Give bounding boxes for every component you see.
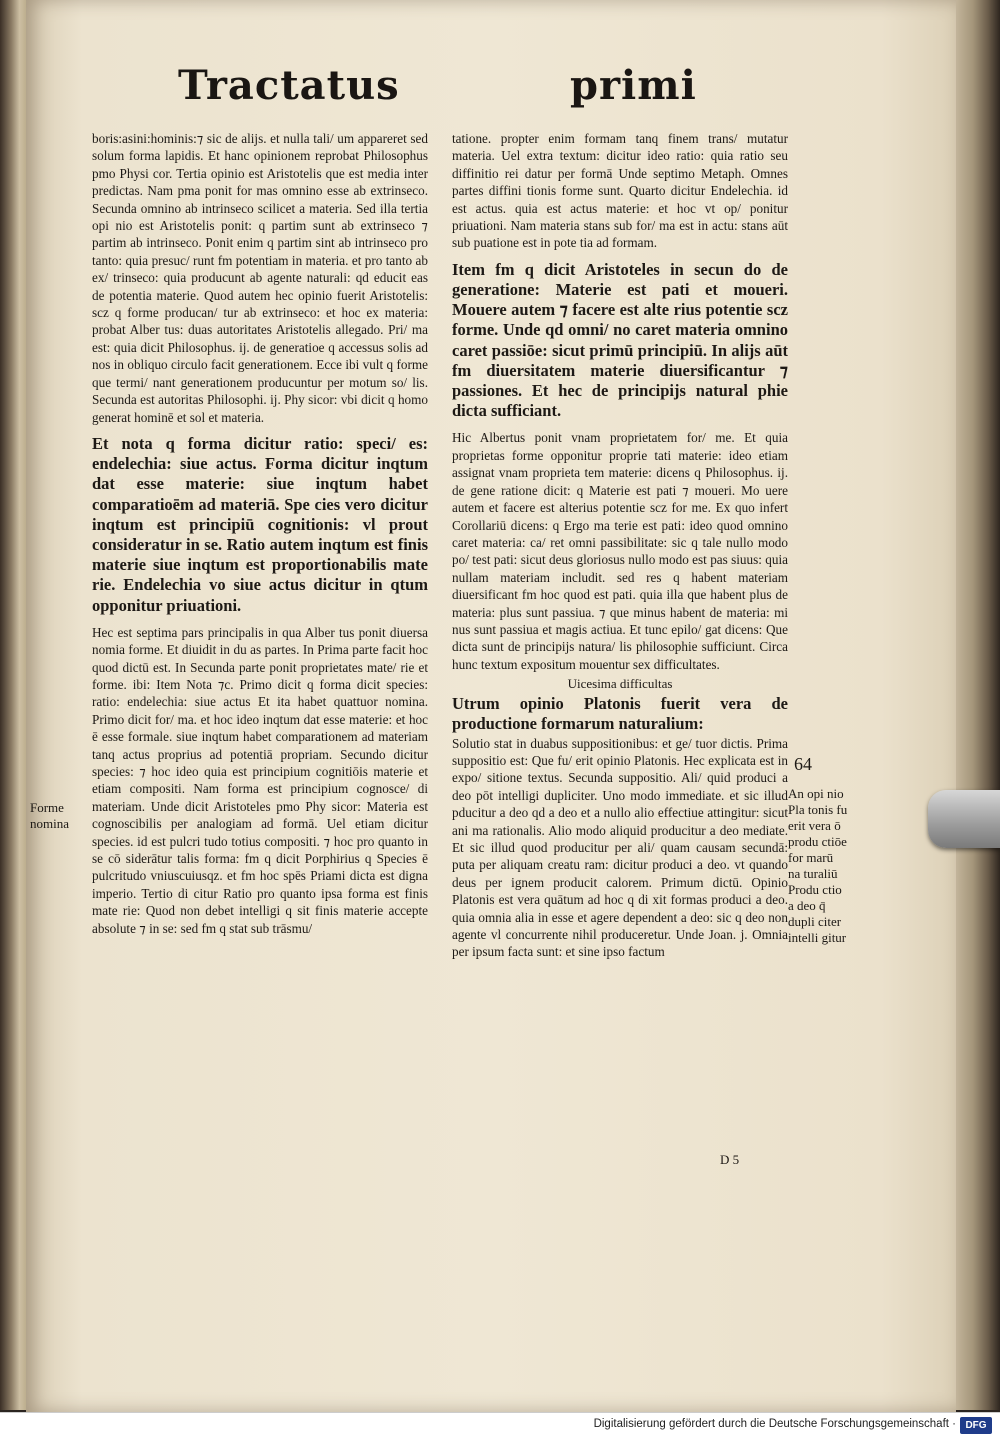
- text-column-left: [92, 130, 428, 937]
- question-heading: Utrum opinio Platonis fuerit vera de productione formarum naturalium:: [452, 694, 788, 734]
- marginal-note-right: An opi nio Pla tonis fu erit vera ō produ ctiōe for marū na turaliū Produ ctio a deo q̄ dupli citer intelli gitur: [788, 786, 848, 945]
- running-header-left: Tractatus: [178, 62, 400, 109]
- book-left-edge: [0, 0, 28, 1410]
- running-header-right: primi: [570, 62, 697, 109]
- paragraph: tatione. propter enim formam tanq finem trans/ mutatur materia. Uel extra textum: dicitur ideo ratio: quia ratio seu diffinitio rei datur per formā Unde septimo Metaph. Omnes partes diffini tionis forme sunt. Quarto dicitur Endelechia. id est actus. quia est actus materie: et hoc vt op/ ponitur priuationi. Nam materia stans sub for/ ma est in actu: stans aūt sub puatione est in pote tia ad formam.: [452, 131, 788, 251]
- lemma-paragraph: Et nota q forma dicitur ratio: speci/ es: endelechia: siue actus. Forma dicitur inqtum dat esse materie: siue inqtum habet comparatioēm ad materiā. Spe cies vero dicitur inqtum est principiū cognitionis: vl prout consideratur in se. Ratio autem inqtum est finis materie siue inqtum est proportionabilis mate rie. Endelechia vo siue actus dicitur in qtum opponitur priuationi.: [92, 433, 428, 615]
- paragraph: Solutio stat in duabus suppositionibus: et ge/ tuor dictis. Prima suppositio est: Que fu/ erit opinio Platonis. Hec explicata est in expo/ sitione textus. Secunda suppositio. Ali/ quid produci a deo pōt intelligi dupliciter. Uno modo immediate. et sic illud pducitur a deo qd a deo et a nullo alio effectiue attingitur: sicut ani ma rationalis. Alio modo aliquid producitur a deo mediate. Et sic illud quod producitur per ali/ quam causam secundā: puta per aliquam creatu ram: dicitur produci a deo. vt quando deus per ignem producit calorem. Primum dictū. Opinio Platonis est vera quātum ad hoc q di xit formas produci a deo. quia omnia alia in esse et agere dependent a deo: sic q deo non agente vl concurrente nihil produceretur. Unde Joan. j. Omnia per ipsum facta sunt: et sine ipso factum: [452, 735, 788, 960]
- paragraph: Hec est septima pars principalis in qua Alber tus ponit diuersa nomia forme. Et diuidit in du as partes. In Prima parte facit hoc quod dictū est. In Secunda parte ponit proprietates mate/ rie et forme. ibi: Item Nota ⁊c. Primo dicit q forma dicit species: ratio: endelechia: siue actus Et ita habet quattuor nomina. Primo dicit for/ ma. et hoc ideo inqtum dat esse materie: et hoc ē esse formale. siue inqtum habet comparationem ad materiam tanq actus proprius ad potentiā propriam. Secundo dicitur species: ⁊ hoc ideo quia est principium cognitiōis materie et etiam compositi. Nam forma est principium cognosce/ di materiam. Unde dicit Aristoteles pmo Phy sicor: Materia est cognoscibilis per analogiam ad formā. Uel etiam dicitur species. id est pulcri tudo totius compositi. ⁊ hoc pro quanto in se cō siderātur talis forma: fm q dicit Porphirius q Species ē pulcritudo vniuscuiusqz. et fm hoc spēs Priami dicta est digna imperio. Tertio di citur Ratio pro quanto ipsa forma est finis mate rie: Quod non debet intelligi q sit finis materie accepte absolute ⁊ in se: sed fm q stat sub trāsmu/: [92, 624, 428, 936]
- section-heading: Uicesima difficultas: [567, 676, 673, 692]
- funding-credit: Digitalisierung gefördert durch die Deutsche Forschungsgemeinschaft ·: [593, 1418, 956, 1430]
- paragraph: boris:asini:hominis:⁊ sic de alijs. et nulla tali/ um appareret sed solum forma lapidis. Et hanc opinionem reprobat Philosophus pmo Physi cor. Tertia opinio est Aristotelis que est media inter predictas. Nam pma ponit for mas omnino esse ab extrinseco. Secunda omnino ab intrinseco scilicet a materia. Sed illa tertia opi nio est Aristotelis ponit: q partim sunt ab extrinseco ⁊ partim ab intrinseco. Ponit enim q partim sint ab intrinseco pro tanto: quia presuc/ runt fm potentiam in materia. et pro tanto ab ex/ trinseco: quia producunt ab agente naturali: qd educit eas de potentia materie. Quod autem hec opinio fuerit Aristotelis: scz q forme producan/ tur ab extrinseco: et hoc ex materia: probat Alber tus: duas autoritates Aristotelis allegado. Pri/ ma est: quia dicit Philosophus. ij. de generatioe q accessus solis ad nos in obliquo circulo facit generationem. Ecce ibi vult q forme que termi/ nant generationem producuntur per motum so/ lis. Secunda est autoritas Philosophi. ij. Phy sicor: vbi dicit q homo generat hominē et sol et materia.: [92, 131, 428, 425]
- marginal-note-left: Forme nomina: [30, 800, 69, 831]
- text-column-right: [452, 130, 788, 961]
- dfg-logo: DFG: [960, 1417, 992, 1434]
- lemma-paragraph: Item fm q dicit Aristoteles in secun do de generatione: Materie est pati et moueri. Mouere autem ⁊ facere est alte rius potentie scz forme. Unde qd omni/ no caret materia omnino caret passiōe: sicut primū principiū. In alijs aūt fm diuersitatem materie diuersificantur ⁊ passiones. Et hec de principijs natural phie dicta sufficiant.: [452, 259, 788, 421]
- folio-number: 64: [794, 754, 812, 774]
- footer-bar: [0, 1412, 1000, 1439]
- paragraph: Hic Albertus ponit vnam proprietatem for/ me. Et quia proprietas forme opponitur proprie tati materie: ideo etiam assignat vnam proprieta tem materie: dicens q Philosophus. ij. de gene ratione dicit: q Materie est pati ⁊ moueri. Mo uere autem et facere est alterius potentie scz for me. Ex quo infert Corollariū dicens: q Ergo ma terie est pati: ideo quod omnino caret materia: ca/ ret omni passibilitate: sic q tale nullo modo po/ test pati: sicut deus gloriosus nullo modo est pas siuus: quia nullam materiam includit. sed res q habent materiam diuersificant fm hoc quod est pati. quia illa que habent plus de materia: plus sunt passiua. ⁊ que minus habent de materia: mi nus sunt passiua et magis actiua. Et tunc epilo/ gat dicens: Que dicta sunt de principijs natura/ lis philosophie sufficiunt. Circa hunc textum expositum mouentur sex difficultates.: [452, 430, 788, 672]
- signature-mark: D 5: [720, 1152, 740, 1167]
- page-clip: [928, 790, 1000, 848]
